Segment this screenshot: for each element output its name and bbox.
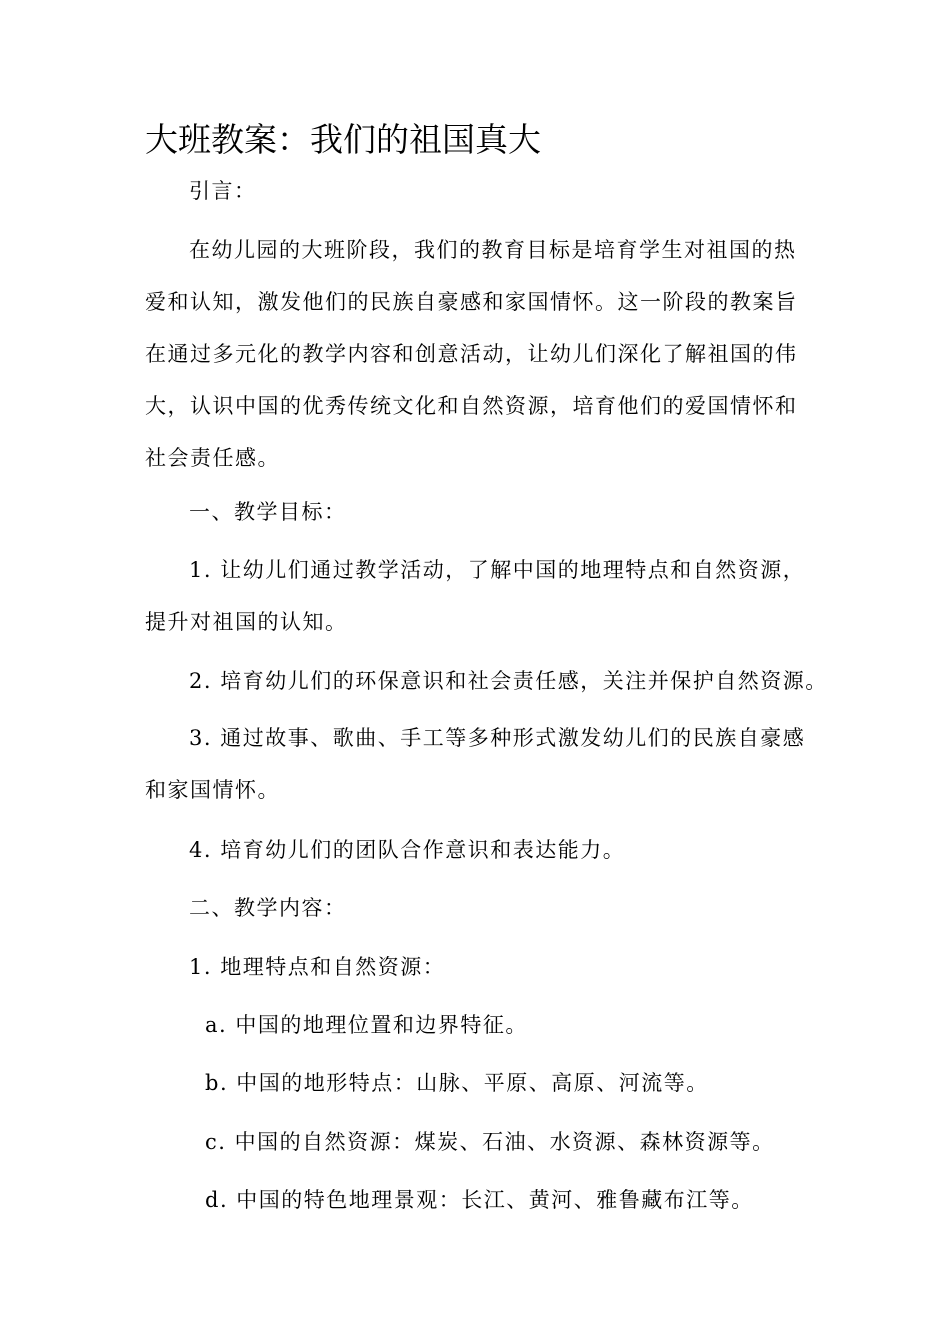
content-subitem-d: d. 中国的特色地理景观：长江、黄河、雅鲁藏布江等。 xyxy=(205,1188,754,1212)
content-subitem-c: c. 中国的自然资源：煤炭、石油、水资源、森林资源等。 xyxy=(205,1130,775,1154)
section2-heading: 二、教学内容： xyxy=(189,896,347,920)
goal-item-3: 3. 通过故事、歌曲、手工等多种形式激发幼儿们的民族自豪感和家国情怀。 xyxy=(145,726,806,802)
goal-item-2: 2. 培育幼儿们的环保意识和社会责任感，关注并保护自然资源。 xyxy=(189,669,828,693)
goal-item-4: 4. 培育幼儿们的团队合作意识和表达能力。 xyxy=(189,838,626,862)
content-subheading: 1. 地理特点和自然资源： xyxy=(189,955,446,979)
intro-paragraph: 在幼儿园的大班阶段，我们的教育目标是培育学生对祖国的热爱和认知，激发他们的民族自豪感和家国情怀。这一阶段的教案旨在通过多元化的教学内容和创意活动，让幼儿们深化了解祖国的伟大，认识中国的优秀传统文化和自然资源，培育他们的爱国情怀和社会责任感。 xyxy=(145,238,798,470)
content-subitem-b: b. 中国的地形特点：山脉、平原、高原、河流等。 xyxy=(205,1071,709,1095)
goal-item-1: 1. 让幼儿们通过教学活动，了解中国的地理特点和自然资源，提升对祖国的认知。 xyxy=(145,558,806,634)
document-title: 大班教案：我们的祖国真大 xyxy=(145,120,541,159)
intro-label: 引言： xyxy=(189,179,257,203)
content-subitem-a: a. 中国的地理位置和边界特征。 xyxy=(205,1013,528,1037)
section1-heading: 一、教学目标： xyxy=(189,500,347,524)
